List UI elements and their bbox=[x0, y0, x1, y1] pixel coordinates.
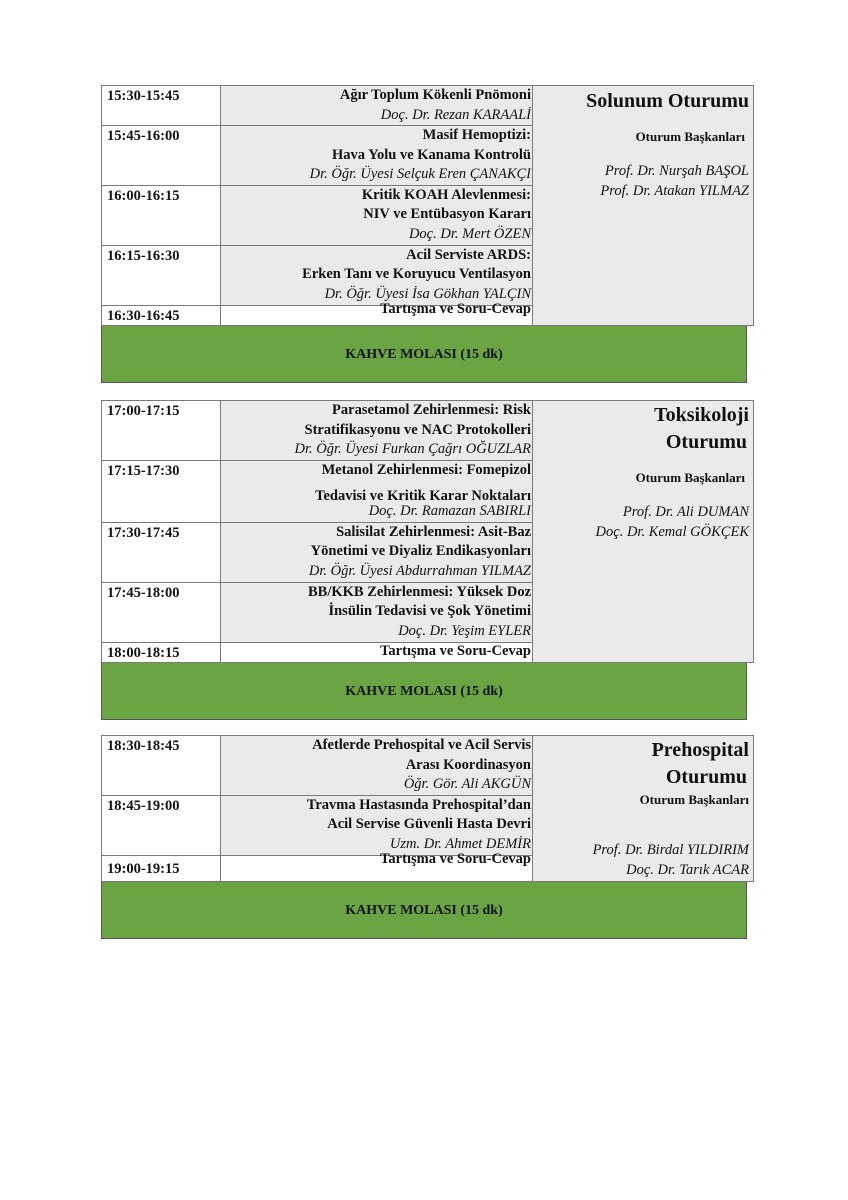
time-slot: 17:00-17:15 bbox=[102, 401, 221, 461]
talk-speaker: Uzm. Dr. Ahmet DEMİR bbox=[389, 835, 531, 852]
schedule-table bbox=[101, 400, 754, 663]
talk-title: Hava Yolu ve Kanama Kontrolü bbox=[332, 146, 531, 163]
talk-title: Acil Servise Güvenli Hasta Devri bbox=[327, 816, 531, 832]
session-title: Solunum Oturumu bbox=[586, 90, 749, 112]
talk-title: Parasetamol Zehirlenmesi: Risk bbox=[332, 402, 531, 418]
talk-speaker: Öğr. Gör. Ali AKGÜN bbox=[403, 776, 531, 792]
session-info bbox=[533, 86, 754, 326]
time-slot: 15:45-16:00 bbox=[102, 126, 221, 186]
talk-cell bbox=[221, 582, 533, 642]
session-solunum bbox=[101, 85, 747, 383]
time-slot: 17:45-18:00 bbox=[102, 582, 221, 642]
time-slot: 18:45-19:00 bbox=[102, 795, 221, 855]
talk-title: Ağır Toplum Kökenli Pnömoni bbox=[339, 87, 531, 103]
discussion-label: Tartışma ve Soru-Cevap bbox=[380, 300, 531, 317]
talk-speaker: Dr. Öğr. Üyesi Abdurrahman YILMAZ bbox=[308, 562, 531, 579]
time-slot: 16:15-16:30 bbox=[102, 245, 221, 305]
talk-title: Tedavisi ve Kritik Karar Noktaları bbox=[315, 487, 531, 504]
talk-speaker: Dr. Öğr. Üyesi Furkan Çağrı OĞUZLAR bbox=[294, 441, 531, 457]
session-title: Oturumu bbox=[665, 431, 747, 453]
talk-cell bbox=[221, 86, 533, 126]
talk-cell bbox=[221, 245, 533, 305]
talk-speaker: Doç. Dr. Ramazan SABIRLI bbox=[368, 503, 531, 519]
chairs-heading: Oturum Başkanları bbox=[635, 129, 745, 144]
session-prehospital bbox=[101, 735, 747, 939]
talk-cell bbox=[221, 850, 533, 881]
chair-name: Prof. Dr. Nurşah BAŞOL bbox=[604, 163, 749, 179]
chairs-heading: Oturum Başkanları bbox=[635, 470, 745, 485]
talk-cell bbox=[221, 401, 533, 461]
coffee-break-banner: KAHVE MOLASI (15 dk) bbox=[101, 882, 747, 939]
session-toksikoloji bbox=[101, 400, 747, 720]
talk-speaker: Dr. Öğr. Üyesi İsa Gökhan YALÇIN bbox=[324, 285, 531, 302]
talk-cell bbox=[221, 126, 533, 186]
talk-speaker: Doç. Dr. Yeşim EYLER bbox=[398, 622, 531, 639]
chair-name: Doç. Dr. Kemal GÖKÇEK bbox=[595, 523, 749, 540]
discussion-label: Tartışma ve Soru-Cevap bbox=[380, 850, 531, 867]
talk-title: Salisilat Zehirlenmesi: Asit-Baz bbox=[336, 523, 531, 540]
talk-title: Afetlerde Prehospital ve Acil Servis bbox=[312, 737, 531, 753]
schedule-table bbox=[101, 85, 754, 326]
talk-speaker: Dr. Öğr. Üyesi Selçuk Eren ÇANAKÇI bbox=[309, 166, 531, 182]
talk-title: Erken Tanı ve Koruyucu Ventilasyon bbox=[302, 266, 531, 282]
chairs-heading: Oturum Başkanları bbox=[639, 792, 749, 807]
talk-cell bbox=[221, 642, 533, 662]
talk-cell bbox=[221, 300, 533, 325]
talk-title: Yönetimi ve Diyaliz Endikasyonları bbox=[310, 543, 531, 559]
chair-name: Prof. Dr. Ali DUMAN bbox=[622, 504, 749, 520]
talk-title: NIV ve Entübasyon Kararı bbox=[363, 206, 531, 222]
session-info bbox=[533, 736, 754, 882]
time-slot: 16:00-16:15 bbox=[102, 185, 221, 245]
session-title: Oturumu bbox=[665, 766, 747, 788]
session-info bbox=[533, 401, 754, 663]
talk-cell bbox=[221, 522, 533, 582]
time-slot: 17:15-17:30 bbox=[102, 461, 221, 523]
talk-speaker: Doç. Dr. Rezan KARAALİ bbox=[380, 106, 531, 123]
chair-name: Prof. Dr. Birdal YILDIRIM bbox=[592, 842, 749, 858]
chair-name: Prof. Dr. Atakan YILMAZ bbox=[600, 182, 749, 199]
talk-title: BB/KKB Zehirlenmesi: Yüksek Doz bbox=[307, 583, 531, 600]
talk-title: Acil Serviste ARDS: bbox=[406, 246, 531, 263]
schedule-table bbox=[101, 735, 754, 882]
talk-title: Metanol Zehirlenmesi: Fomepizol bbox=[321, 462, 531, 478]
talk-title: Masif Hemoptizi: bbox=[422, 127, 531, 143]
coffee-break-banner: KAHVE MOLASI (15 dk) bbox=[101, 663, 747, 720]
time-slot: 17:30-17:45 bbox=[102, 522, 221, 582]
chair-name: Doç. Dr. Tarık ACAR bbox=[626, 861, 749, 878]
talk-title: Stratifikasyonu ve NAC Protokolleri bbox=[304, 421, 531, 438]
talk-title: Kritik KOAH Alevlenmesi: bbox=[361, 186, 531, 203]
session-title: Prehospital bbox=[651, 739, 749, 761]
talk-cell bbox=[221, 461, 533, 523]
talk-title: Travma Hastasında Prehospital’dan bbox=[306, 796, 531, 813]
talk-cell bbox=[221, 795, 533, 855]
talk-title: İnsülin Tedavisi ve Şok Yönetimi bbox=[328, 603, 531, 619]
time-slot: 16:30-16:45 bbox=[102, 305, 221, 325]
time-slot: 18:00-18:15 bbox=[102, 642, 221, 662]
coffee-break-banner: KAHVE MOLASI (15 dk) bbox=[101, 326, 747, 383]
discussion-label: Tartışma ve Soru-Cevap bbox=[380, 642, 531, 659]
time-slot: 19:00-19:15 bbox=[102, 855, 221, 881]
time-slot: 18:30-18:45 bbox=[102, 736, 221, 796]
talk-cell bbox=[221, 736, 533, 796]
talk-title: Arası Koordinasyon bbox=[405, 756, 531, 773]
talk-cell bbox=[221, 185, 533, 245]
talk-speaker: Doç. Dr. Mert ÖZEN bbox=[408, 225, 531, 242]
session-title: Toksikoloji bbox=[654, 404, 749, 426]
time-slot: 15:30-15:45 bbox=[102, 86, 221, 126]
